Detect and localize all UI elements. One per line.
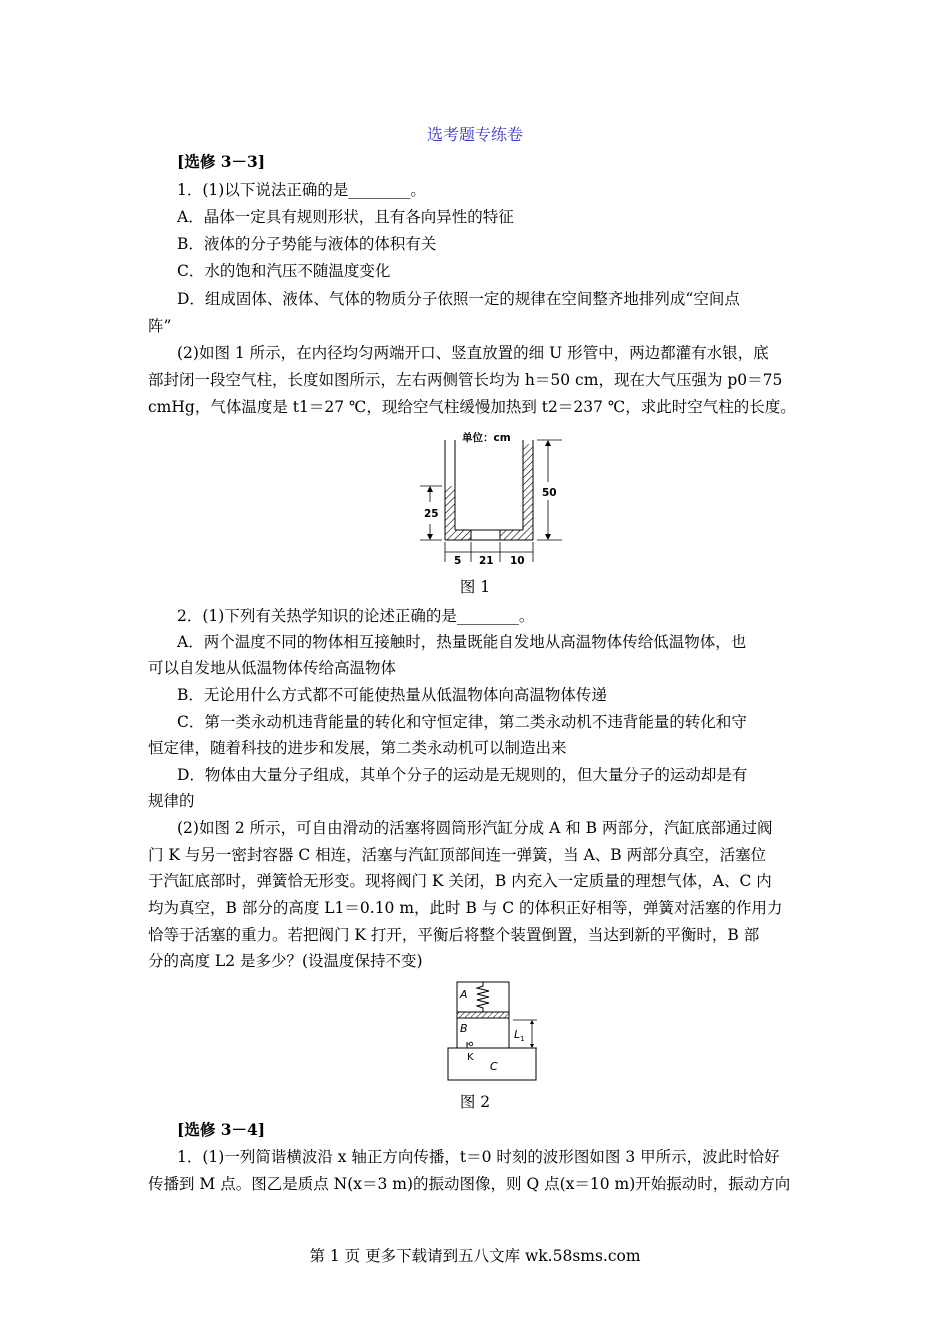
- sec2-q1-line2: 传播到 M 点。图乙是质点 N(x＝3 m)的振动图像，则 Q 点(x＝10 m)开始振动时，振动方向: [148, 1175, 791, 1193]
- fig1-unit-label: 单位：cm: [462, 432, 511, 444]
- fig1-mercury-left-column: [445, 486, 455, 530]
- fig2-label-k: K: [467, 1052, 474, 1063]
- figure-1-u-tube: [410, 428, 580, 570]
- svg-text:L1: [514, 1028, 525, 1043]
- fig2-piston: [457, 1012, 509, 1018]
- fig2-label-c: C: [490, 1060, 498, 1073]
- q1-option-b: B．液体的分子势能与液体的体积有关: [177, 235, 437, 253]
- q2-option-d-cont: 规律的: [148, 792, 195, 810]
- q2-option-a: A．两个温度不同的物体相互接触时，热量既能自发地从高温物体传给低温物体，也: [177, 633, 747, 651]
- q2-option-c-cont: 恒定律，随着科技的进步和发展，第二类永动机可以制造出来: [148, 739, 567, 757]
- document-title: 选考题专练卷: [426, 125, 523, 144]
- sec2-q1-line1: 1．(1)一列简谐横波沿 x 轴正方向传播，t＝0 时刻的波形图如图 3 甲所示，波此时恰好: [177, 1148, 780, 1166]
- q2-part2-line4: 均为真空，B 部分的高度 L1＝0.10 m，此时 B 与 C 的体积正好相等，弹簧对活塞的作用力: [148, 899, 783, 917]
- fig1-dim-left: 25: [424, 508, 439, 520]
- fig1-dim-bottom-1: 5: [454, 555, 462, 567]
- q1-part2-line3: cmHg，气体温度是 t1＝27 ℃，现给空气柱缓慢加热到 t2＝237 ℃，求此时空气柱的长度。: [148, 398, 796, 416]
- q2-part2-line3: 于汽缸底部时，弹簧恰无形变。现将阀门 K 关闭，B 内充入一定质量的理想气体，A、C 内: [148, 872, 772, 890]
- q1-option-d-cont: 阵”: [148, 317, 172, 335]
- q1-option-d: D．组成固体、液体、气体的物质分子依照一定的规律在空间整齐地排列成“空间点: [177, 290, 740, 308]
- figure-1-caption: 图 1: [459, 578, 491, 596]
- fig2-label-b: B: [460, 1022, 468, 1035]
- q2-part2-line5: 恰等于活塞的重力。若把阀门 K 打开，平衡后将整个装置倒置，当达到新的平衡时，B 部: [148, 926, 760, 944]
- q1-part2-line1: (2)如图 1 所示，在内径均匀两端开口、竖直放置的细 U 形管中，两边都灌有水银，底: [177, 344, 769, 362]
- q2-option-b: B．无论用什么方式都不可能使热量从低温物体向高温物体传递: [177, 686, 607, 704]
- fig1-dim-right: 50: [542, 487, 557, 499]
- section-heading-3-3: [选修 3－3]: [177, 152, 266, 171]
- fig1-mercury-left-bottom: [445, 530, 471, 540]
- fig2-label-l: L: [514, 1028, 521, 1041]
- fig1-dim-bottom-2: 21: [479, 555, 494, 567]
- figure-2-caption: 图 2: [459, 1093, 491, 1111]
- page-footer: 第 1 页 更多下载请到五八文库 wk.58sms.com: [309, 1247, 641, 1265]
- section-heading-3-4: [选修 3－4]: [177, 1120, 266, 1139]
- q2-option-c: C．第一类永动机违背能量的转化和守恒定律，第二类永动机不违背能量的转化和守: [177, 713, 747, 731]
- q2-option-d: D．物体由大量分子组成，其单个分子的运动是无规则的，但大量分子的运动却是有: [177, 766, 748, 784]
- fig2-label-l-sub: 1: [520, 1035, 525, 1043]
- q2-part2-line1: (2)如图 2 所示，可自由滑动的活塞将圆筒形汽缸分成 A 和 B 两部分，汽缸底部通过阀: [177, 819, 773, 837]
- q2-stem: 2．(1)下列有关热学知识的论述正确的是________。: [177, 607, 535, 625]
- q1-part2-line2: 部封闭一段空气柱，长度如图所示，左右两侧管长均为 h＝50 cm，现在大气压强为 p0＝75: [148, 371, 783, 389]
- fig1-dim-bottom-3: 10: [510, 555, 525, 567]
- figure-2-cylinder: [440, 980, 550, 1082]
- q1-stem: 1．(1)以下说法正确的是________。: [177, 181, 426, 199]
- fig1-mercury-right-bottom: [500, 530, 533, 540]
- q2-option-a-cont: 可以自发地从低温物体传给高温物体: [148, 659, 397, 677]
- q1-option-c: C．水的饱和汽压不随温度变化: [177, 262, 391, 280]
- q1-option-a: A．晶体一定具有规则形状，且有各向异性的特征: [177, 208, 514, 226]
- fig1-mercury-right-column: [523, 444, 533, 530]
- q2-part2-line2: 门 K 与另一密封容器 C 相连，活塞与汽缸顶部间连一弹簧，当 A、B 两部分真空，活塞位: [148, 846, 767, 864]
- fig2-label-a: A: [460, 988, 468, 1001]
- q2-part2-line6: 分的高度 L2 是多少？(设温度保持不变): [148, 952, 423, 970]
- fig2-spring: [477, 982, 489, 1012]
